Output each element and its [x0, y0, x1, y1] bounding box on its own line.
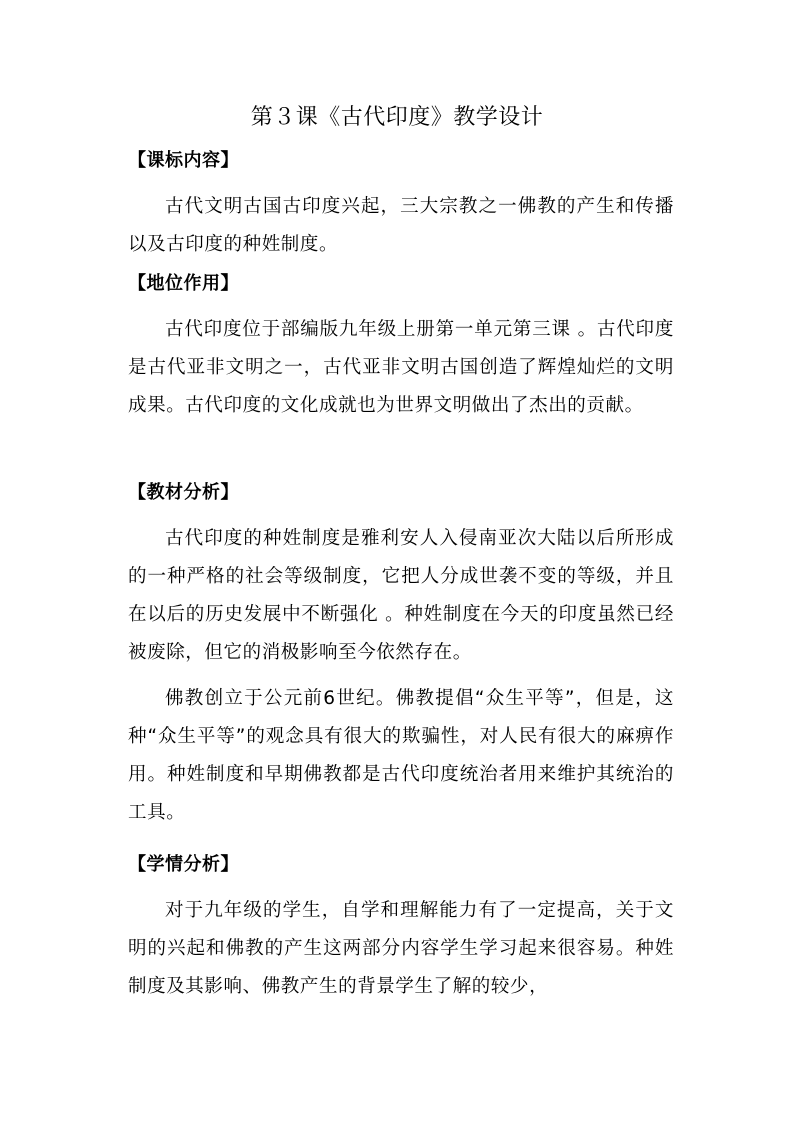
section-paragraph: 古代文明古国古印度兴起，三大宗教之一佛教的产生和传播以及古印度的种姓制度。 — [128, 196, 674, 255]
section-paragraph: 古代印度位于部编版九年级上册第一单元第三课 。古代印度是古代亚非文明之一，古代亚非文明古国创造了辉煌灿烂的文明成果。古代印度的文化成就也为世界文明做出了杰出的贡献。 — [128, 319, 674, 416]
section-curriculum-standards — [128, 148, 688, 264]
section-paragraph: 佛教创立于公元前6世纪。佛教提倡“众生平等”，但是，这种“众生平等”的观念具有很大的欺骗性，对人民有很大的麻痹作用。种姓制度和早期佛教都是古代印度统治者用来维护其统治的工具。 — [128, 688, 674, 823]
section-textbook-analysis — [128, 480, 688, 832]
section-heading: 【学情分析】 — [128, 854, 239, 875]
section-position-role — [128, 271, 688, 425]
section-paragraph: 古代印度的种姓制度是雅利安人入侵南亚次大陆以后所形成的一种严格的社会等级制度，它把人分成世袭不变的等级，并且在以后的历史发展中不断强化 。种姓制度在今天的印度虽然已经被废除，但它的消极影响至今依然存在。 — [128, 528, 674, 663]
section-heading: 【教材分析】 — [128, 482, 239, 503]
section-heading: 【课标内容】 — [128, 150, 239, 171]
section-student-analysis — [128, 852, 688, 1006]
section-heading: 【地位作用】 — [128, 273, 239, 294]
document-title: 第３课《古代印度》教学设计 — [250, 105, 544, 130]
section-paragraph: 对于九年级的学生，自学和理解能力有了一定提高，关于文明的兴起和佛教的产生这两部分内容学生学习起来很容易。种姓制度及其影响、佛教产生的背景学生了解的较少， — [128, 900, 674, 997]
